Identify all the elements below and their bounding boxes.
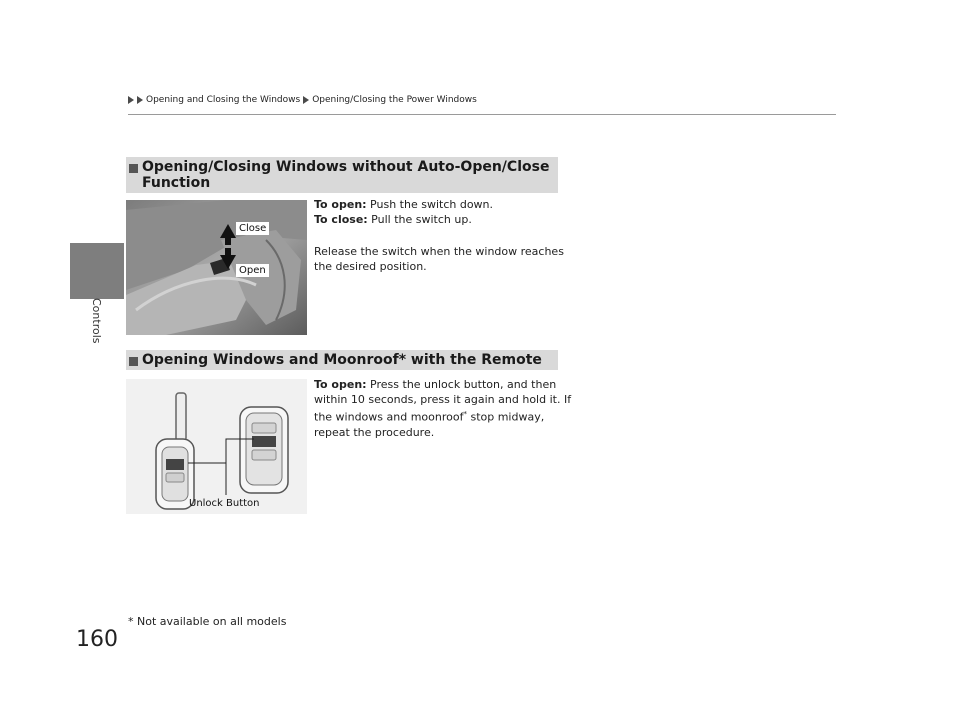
section-heading-remote bbox=[126, 350, 558, 370]
chapter-tab bbox=[70, 243, 124, 299]
section-title: Opening/Closing Windows without Auto-Open/Close Function bbox=[142, 159, 550, 191]
breadcrumb-item-power-windows[interactable]: Opening/Closing the Power Windows bbox=[312, 95, 477, 105]
breadcrumb-arrow-icon bbox=[303, 96, 309, 104]
breadcrumb-arrow-icon bbox=[137, 96, 143, 104]
breadcrumb bbox=[128, 95, 477, 105]
section-title: Opening Windows and Moonroof* with the Remote bbox=[142, 352, 542, 368]
release-instruction: Release the switch when the window reaches the desired position. bbox=[314, 245, 564, 273]
breadcrumb-item-windows[interactable]: Opening and Closing the Windows bbox=[146, 95, 301, 105]
remote-open-instruction: To open: Press the unlock button, and then within 10 seconds, press it again and hold it. If the windows and moonroof* stop midway, repeat the procedure. bbox=[314, 378, 572, 439]
callout-unlock-button: Unlock Button bbox=[189, 498, 260, 509]
page-number: 160 bbox=[76, 627, 118, 652]
close-instruction: To close: Pull the switch up. bbox=[314, 213, 472, 226]
open-instruction: To open: Push the switch down. bbox=[314, 198, 494, 211]
footnote: * Not available on all models bbox=[128, 615, 287, 628]
callout-open: Open bbox=[236, 264, 269, 277]
chapter-tab-label: Controls bbox=[90, 298, 103, 344]
window-switch-illustration bbox=[126, 200, 307, 335]
breadcrumb-arrow-icon bbox=[128, 96, 134, 104]
callout-close: Close bbox=[236, 222, 269, 235]
remote-illustration bbox=[126, 379, 307, 514]
section-square-icon bbox=[129, 357, 138, 366]
section-heading-without-auto bbox=[126, 157, 558, 193]
header-divider bbox=[128, 114, 836, 115]
section-square-icon bbox=[129, 164, 138, 173]
